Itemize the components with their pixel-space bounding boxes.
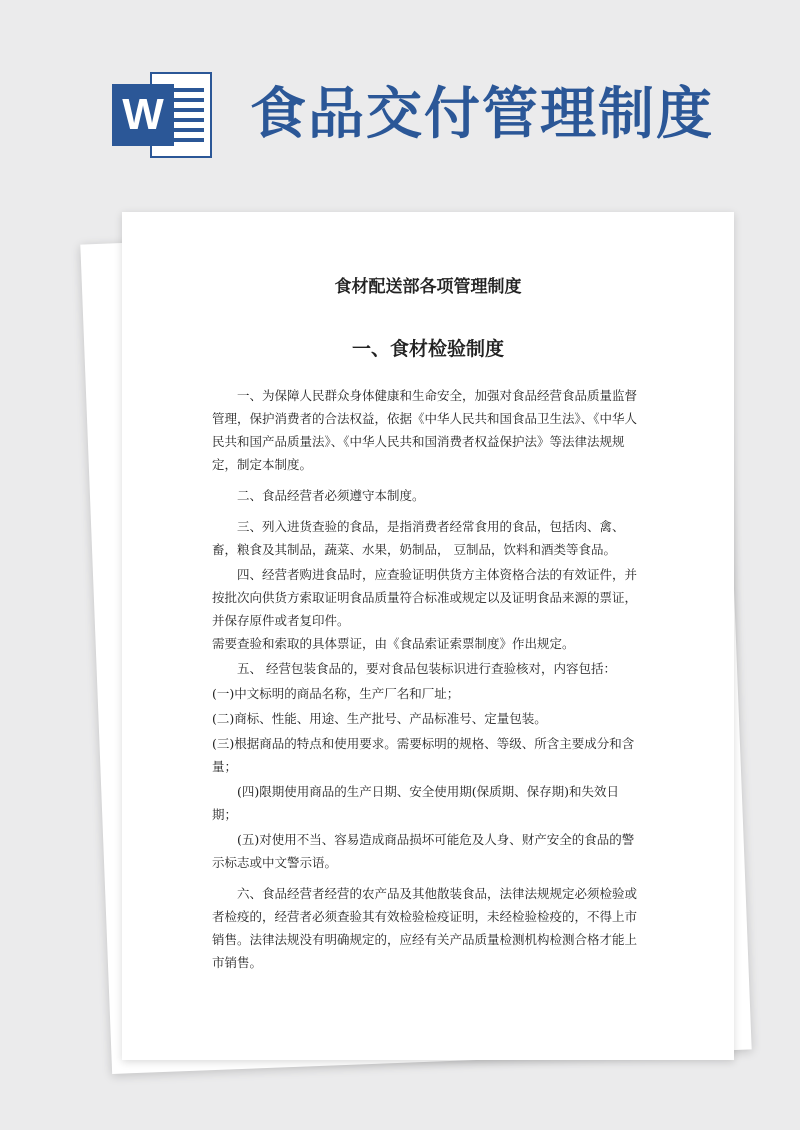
paragraph: 需要查验和索取的具体票证，由《食品索证索票制度》作出规定。: [212, 636, 575, 651]
list-item: (五)对使用不当、容易造成商品损坏可能危及人身、财产安全的食品的警示标志或中文警示语。: [212, 832, 635, 870]
section-title: 一、食材检验制度: [351, 338, 504, 360]
document-title: 食材配送部各项管理制度: [334, 277, 522, 297]
paragraph: 五、 经营包装食品的，要对食品包装标识进行查验核对，内容包括：: [237, 661, 616, 676]
banner-title: 食品交付管理制度: [250, 82, 714, 147]
paragraph: 二、食品经营者必须遵守本制度。: [237, 488, 425, 503]
paragraph: 四、经营者购进食品时，应查验证明供货方主体资格合法的有效证件，并按批次向供货方索取证明食品质量符合标准或规定以及证明食品来源的票证，并保存原件或者复印件。: [212, 567, 638, 628]
word-document-icon: [112, 72, 216, 158]
paragraph: 六、食品经营者经营的农产品及其他散装食品，法律法规规定必须检验或者检疫的，经营者必须查验其有效检验检疫证明，未经检验检疫的，不得上市销售。法律法规没有明确规定的，应经有关产品质量检测机构检测合格才能上市销售。: [212, 886, 638, 970]
list-item: (二)商标、性能、用途、生产批号、产品标准号、定量包装。: [212, 711, 547, 726]
paragraph: 三、列入进货查验的食品，是指消费者经常食用的食品，包括肉、禽、畜，粮食及其制品，蔬菜、水果，奶制品， 豆制品，饮料和酒类等食品。: [212, 519, 625, 557]
list-item: (四)限期使用商品的生产日期、安全使用期(保质期、保存期)和失效日期；: [212, 784, 620, 822]
document-page: [122, 212, 734, 1060]
word-logo-letter: W: [122, 90, 164, 139]
header-banner: [0, 0, 800, 200]
list-item: (一)中文标明的商品名称，生产厂名和厂址；: [212, 686, 460, 701]
list-item: (三)根据商品的特点和使用要求。需要标明的规格、等级、所含主要成分和含量；: [212, 736, 635, 774]
document-body: [212, 384, 642, 974]
paragraph: 一、为保障人民群众身体健康和生命安全，加强对食品经营食品质量监督管理，保护消费者的合法权益，依据《中华人民共和国食品卫生法》、《中华人民共和国产品质量法》、《中华人民共和国消费者权益保护法》等法律法规规定，制定本制度。: [212, 388, 638, 472]
